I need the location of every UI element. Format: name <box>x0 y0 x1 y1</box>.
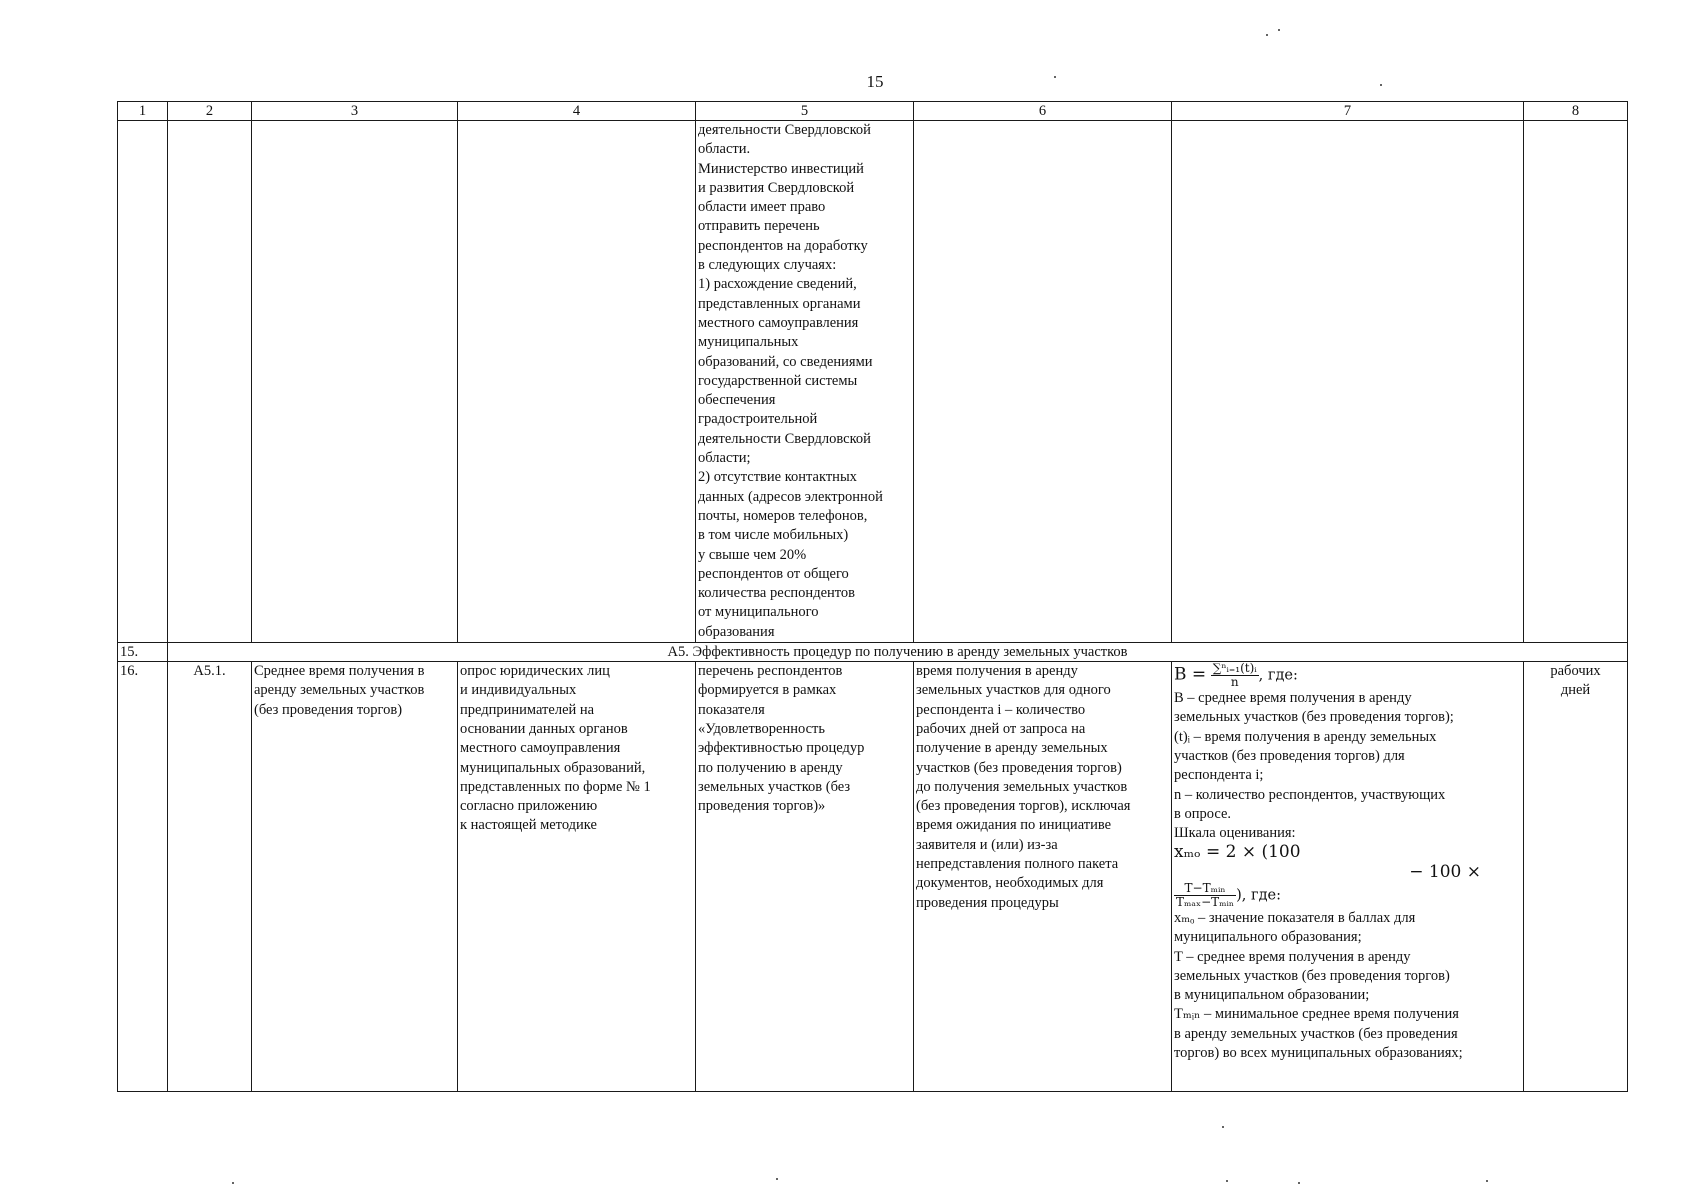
scan-speck <box>1486 1180 1488 1182</box>
column-header: 1 <box>118 102 168 121</box>
scan-speck <box>1278 29 1280 31</box>
formula-x-denominator: Tₘₐₓ−Tₘᵢₙ <box>1176 894 1235 909</box>
scan-speck <box>232 1182 234 1184</box>
scan-speck <box>776 1178 778 1180</box>
table-cell <box>914 121 1172 643</box>
section-title: А5. Эффективность процедур по получению в аренду земельных участков <box>168 643 1628 662</box>
formula-x-line1: xₘₒ = 2 × (100 <box>1174 842 1301 863</box>
column-header: 6 <box>914 102 1172 121</box>
column-header: 2 <box>168 102 252 121</box>
methodology-table <box>117 101 1628 1092</box>
unit-of-measure: рабочих дней <box>1524 662 1628 1092</box>
column-number-header <box>118 102 1628 121</box>
formula-b-numerator: ∑ⁿᵢ₌₁(t)ᵢ <box>1212 661 1257 676</box>
continuation-row <box>118 121 1628 643</box>
scan-speck <box>1266 34 1268 36</box>
formula-b-definitions: B – среднее время получения в аренду земельных участков (без проведения торгов); (t)ᵢ – время получения в аренду земельных участков (без проведения торгов) для респондента i; n – количество респондентов, участвующих в опросе. Шкала оценивания: <box>1174 690 1454 842</box>
section-number: 15. <box>118 643 168 662</box>
indicator-name: Среднее время получения в аренду земельных участков (без проведения торгов) <box>252 662 458 1092</box>
column-header: 8 <box>1524 102 1628 121</box>
indicator-code: А5.1. <box>168 662 252 1092</box>
respondents-continuation-cell: деятельности Свердловской области. Министерство инвестиций и развития Свердловской области имеет право отправить перечень респондентов на доработку в следующих случаях: 1) расхождение сведений, представленных органами местного самоуправления муниципальных образований, со сведениями государственной системы обеспечения градостроительной деятельности Свердловской области; 2) отсутствие контактных данных (адресов электронной почты, номеров телефонов, в том числе мобильных) у свыше чем 20% респондентов от общего количества респондентов от муниципального образования <box>696 121 914 643</box>
scan-speck <box>1298 1182 1300 1184</box>
formula-x-fraction <box>1174 882 1236 909</box>
column-header: 3 <box>252 102 458 121</box>
column-header: 7 <box>1172 102 1524 121</box>
scan-speck <box>1226 1180 1228 1182</box>
calculation-formula-cell <box>1172 662 1524 1092</box>
page-number: 15 <box>866 72 884 91</box>
table-cell <box>1524 121 1628 643</box>
table-cell <box>118 121 168 643</box>
section-row <box>118 643 1628 662</box>
formula-b <box>1174 662 1521 689</box>
table-cell <box>168 121 252 643</box>
scan-speck <box>1054 76 1056 78</box>
scan-speck <box>1222 1126 1224 1128</box>
formula-x-where: ), где: <box>1236 887 1281 904</box>
formula-x-numerator: T−Tₘᵢₙ <box>1174 882 1236 896</box>
data-collection-method: опрос юридических лиц и индивидуальных предпринимателей на основании данных органов местного самоуправления муниципальных образований, представленных по форме № 1 согласно приложению к настоящей методике <box>458 662 696 1092</box>
formula-b-where: , где: <box>1258 667 1298 684</box>
formula-x-fraction-line <box>1174 882 1521 909</box>
scan-speck <box>1380 84 1382 86</box>
column-header: 5 <box>696 102 914 121</box>
table-cell <box>1172 121 1524 643</box>
formula-x-line2: − 100 × <box>1409 861 1481 882</box>
table-cell <box>252 121 458 643</box>
formula-x-definitions: xₘₒ – значение показателя в баллах для муниципального образования; T – среднее время получения в аренду земельных участков (без проведения торгов) в муниципальном образовании; Tₘᵢₙ – минимальное среднее время получения в аренду земельных участков (без проведения торгов) во всех муниципальных образованиях; <box>1174 909 1463 1062</box>
row-number: 16. <box>118 662 168 1092</box>
respondents-list: перечень респондентов формируется в рамках показателя «Удовлетворенность эффективностью процедур по получению в аренду земельных участков (без проведения торгов)» <box>696 662 914 1092</box>
table-cell <box>458 121 696 643</box>
indicator-description: время получения в аренду земельных участков для одного респондента i – количество рабочих дней от запроса на получение в аренду земельных участков (без проведения торгов) до получения земельных участков (без проведения торгов), исключая время ожидания по инициативе заявителя и (или) из-за непредставления полного пакета документов, необходимых для проведения процедуры <box>914 662 1172 1092</box>
formula-b-fraction <box>1211 662 1259 689</box>
indicator-row <box>118 662 1628 1092</box>
formula-b-lhs: B = <box>1174 664 1207 685</box>
column-header: 4 <box>458 102 696 121</box>
formula-b-denominator: n <box>1230 675 1239 690</box>
